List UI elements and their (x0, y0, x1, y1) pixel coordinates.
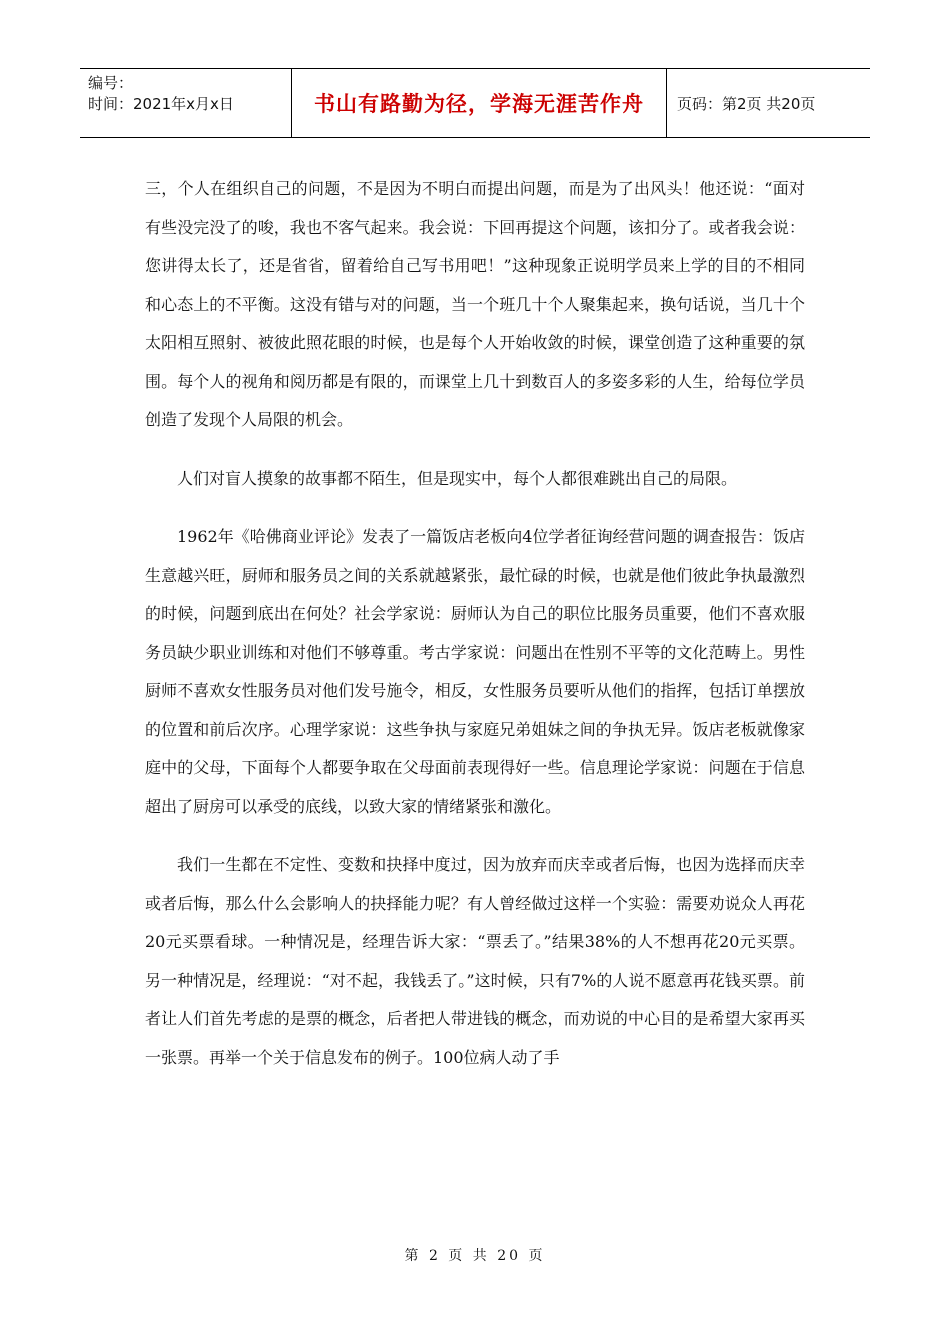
header-motto: 书山有路勤为径，学海无涯苦作舟 (292, 69, 667, 137)
page-footer: 第 2 页 共 20 页 (404, 1248, 546, 1264)
paragraph-2: 人们对盲人摸象的故事都不陌生，但是现实中，每个人都很难跳出自己的局限。 (177, 468, 738, 488)
paragraph-1: 三，个人在组织自己的问题，不是因为不明白而提出问题，而是为了出风头！他还说：“面对有些没完没了的唆，我也不客气起来。我会说：下回再提这个问题，该扣分了。或者我会说：您讲得太长了，还是省省，留着给自己写书用吧！”这种现象正说明学员来上学的目的不相同和心态上的不平衡。这没有错与对的问题，当一个班几十个人聚集起来，换句话说，当几十个太阳相互照射、被彼此照花眼的时候，也是每个人开始收敛的时候，课堂创造了这种重要的氛围。每个人的视角和阅历都是有限的，而课堂上几十到数百人的多姿多彩的人生，给每位学员创造了发现个人局限的机会。 (145, 179, 805, 429)
document-body (145, 170, 805, 1097)
document-number: 编号： (88, 74, 134, 92)
document-date: 时间：2021年x月x日 (88, 95, 234, 113)
document-header (80, 68, 870, 138)
paragraph-3: 1962年《哈佛商业评论》发表了一篇饭店老板向4位学者征询经营问题的调查报告：饭店生意越兴旺，厨师和服务员之间的关系就越紧张，最忙碌的时候，也就是他们彼此争执最激烈的时候，问题到底出在何处？社会学家说：厨师认为自己的职位比服务员重要，他们不喜欢服务员缺少职业训练和对他们不够尊重。考古学家说：问题出在性别不平等的文化范畴上。男性厨师不喜欢女性服务员对他们发号施令，相反，女性服务员要听从他们的指挥，包括订单摆放的位置和前后次序。心理学家说：这些争执与家庭兄弟姐妹之间的争执无异。饭店老板就像家庭中的父母，下面每个人都要争取在父母面前表现得好一些。信息理论学家说：问题在于信息超出了厨房可以承受的底线，以致大家的情绪紧张和激化。 (145, 527, 805, 816)
header-meta (80, 69, 292, 137)
header-page-info: 页码：第2页 共20页 (677, 94, 816, 113)
paragraph-4: 我们一生都在不定性、变数和抉择中度过，因为放弃而庆幸或者后悔，也因为选择而庆幸或者后悔，那么什么会影响人的抉择能力呢？有人曾经做过这样一个实验：需要劝说众人再花20元买票看球。一种情况是，经理告诉大家：“票丢了。”结果38%的人不想再花20元买票。另一种情况是，经理说：“对不起，我钱丢了。”这时候，只有7%的人说不愿意再花钱买票。前者让人们首先考虑的是票的概念，后者把人带进钱的概念，而劝说的中心目的是希望大家再买一张票。再举一个关于信息发布的例子。100位病人动了手 (145, 855, 805, 1067)
